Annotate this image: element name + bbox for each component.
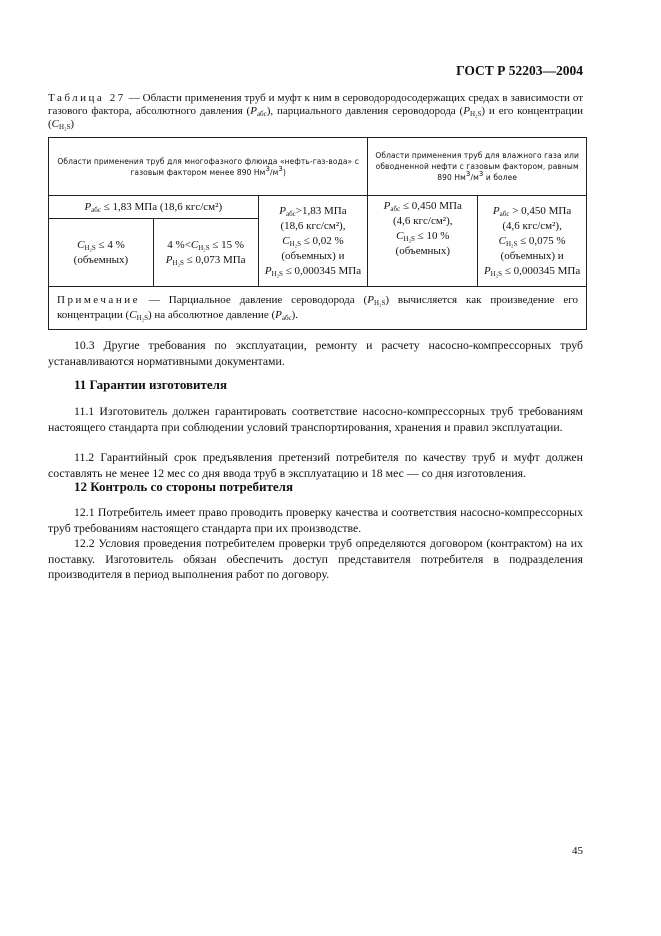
sub-h2s: H₂S	[505, 239, 518, 248]
sym-p: P	[165, 253, 173, 266]
c3-ob: (объемных) и	[281, 249, 345, 262]
cell-p-low	[49, 196, 259, 219]
col-head-right-text: Области применения труб для влажного газа или обводненной нефти с газовым фактором, равным 890 Нм	[375, 151, 579, 182]
c5-kgs: (4,6 кгс/см²),	[502, 219, 562, 232]
sub-h2s: H₂S	[490, 269, 503, 278]
sym-p: P	[275, 309, 282, 321]
sym-p: P	[264, 264, 272, 277]
c4-kgs: (4,6 кгс/см²),	[393, 215, 453, 227]
sub-h2s: H₂S	[373, 299, 386, 307]
sub-h2s: H₂S	[172, 258, 184, 267]
sup-3: 3	[478, 170, 484, 178]
note-b: ) вычисляется как произведение его концентрации (	[57, 294, 578, 321]
c4-p: ≤ 0,450 МПа	[400, 200, 462, 212]
sub-h2s: H₂S	[198, 243, 210, 252]
sup-3: 3	[265, 164, 270, 173]
sub-abs: абс	[281, 314, 292, 322]
sup-3: 3	[465, 170, 471, 178]
c5-ob: (объемных) и	[500, 249, 564, 262]
c1-tail: ≤ 4 %	[95, 238, 125, 251]
c3-kgs: (18,6 кгс/см²),	[280, 219, 346, 232]
sub-h2s: H₂S	[289, 239, 301, 248]
sub-h2s: H₂S	[271, 269, 283, 278]
table-caption: Таблица 27 — Области применения труб и муфт к ним в сероводородосодержащих средах в зависимости от газового фактора, абсолютного давления $(P_{абс})$, парциального давления сероводорода $(P_{H_2S})$ и его концентрации $(C_{H_2S})$	[48, 92, 584, 131]
sub-abs: абс	[91, 205, 101, 214]
sym-p: P	[367, 294, 374, 306]
sub-h2s: H₂S	[469, 110, 482, 118]
c1-under: (объемных)	[73, 253, 129, 266]
cell-c-low	[49, 219, 154, 287]
c3-p: >1,83 МПа	[295, 204, 347, 217]
sym-c: C	[498, 234, 506, 247]
c4-c: ≤ 10 %	[414, 230, 450, 242]
table-caption-end: ) и его концентрации (	[48, 105, 584, 130]
paragraph-12-2: 12.2 Условия проведения потребителем проверки труб определяются договором (контрактом) на их поставку. Изготовитель обязан обеспечить доступ представителя потребителя в подразделения производителя в период выполнения работ по договору.	[48, 536, 583, 581]
page-number: 45	[572, 845, 583, 857]
sym-p: P	[250, 105, 257, 117]
sym-p: P	[383, 200, 391, 212]
col-head-left-text: Области применения труб для многофазного флюида «нефть-газ-вода» с газовым фактором менее 890 Нм	[57, 156, 359, 177]
table-caption-text: — Области применения труб и муфт к ним в сероводородосодержащих средах в зависимости от газового фактора, абсолютного давления (	[48, 92, 584, 117]
sym-c: C	[51, 118, 60, 130]
sym-c: C	[396, 230, 404, 242]
cell-p-low-text: ≤ 1,83 МПа (18,6 кгс/см²)	[100, 200, 223, 213]
cell-wet-high	[478, 196, 587, 287]
cell-c-mid	[153, 219, 258, 287]
sub-abs: абс	[256, 110, 267, 118]
sub-h2s: H₂S	[136, 314, 148, 322]
paragraph-11-2: 11.2 Гарантийный срок предъявления претензий потребителя по качеству труб и муфт должен составлять не менее 12 мес со дня ввода труб в эксплуатацию и 18 мес — со дня изготовления.	[48, 450, 583, 480]
col-head-wet-gas: Области применения труб для влажного газа или обводненной нефти с газовым фактором, равным 890 $Нм^3/м^3$ и более	[368, 138, 587, 196]
sub-h2s: H₂S	[403, 235, 415, 243]
cell-wet-low	[368, 196, 478, 287]
c5-ph: ≤ 0,000345 МПа	[502, 264, 581, 277]
col-head-right-tail: и более	[483, 173, 518, 182]
paragraph-11-1: 11.1 Изготовитель должен гарантировать соответствие насосно-компрессорных труб требованиям настоящего стандарта при соблюдении условий транспортирования, хранения и правил эксплуатации.	[48, 404, 583, 434]
c2-p: ≤ 0,073 МПа	[183, 253, 246, 266]
paragraph-10-3: 10.3 Другие требования по эксплуатации, ремонту и расчету насосно-компрессорных труб устанавливаются нормативными документами.	[48, 338, 583, 368]
note-d: ).	[291, 309, 299, 321]
table-caption-lead: Таблица 27	[48, 92, 126, 104]
sym-p: P	[279, 204, 287, 217]
c5-c: ≤ 0,075 %	[517, 234, 566, 247]
document-header: ГОСТ Р 52203—2004	[456, 63, 583, 78]
sym-c: C	[190, 238, 199, 251]
sym-c: C	[282, 234, 290, 247]
sym-p: P	[492, 204, 500, 217]
sym-p: P	[84, 200, 92, 213]
sup-3: 3	[278, 164, 283, 173]
c2-b: ≤ 15 %	[209, 238, 245, 251]
col-head-multiphase: Области применения труб для многофазного флюида «нефть-газ-вода» с газовым фактором менее 890 $Нм^3/м^3$)	[49, 138, 368, 196]
sub-abs: абс	[390, 205, 401, 213]
sub-h2s: H₂S	[59, 123, 71, 131]
note-lead: Примечание	[57, 294, 140, 306]
c3-c: ≤ 0,02 %	[300, 234, 344, 247]
section-heading-12: 12 Контроль со стороны потребителя	[74, 479, 294, 494]
c5-p: > 0,450 МПа	[509, 204, 572, 217]
sym-c: C	[129, 309, 137, 321]
cell-p-high	[258, 196, 368, 287]
sym-p: P	[483, 264, 491, 277]
c4-ob: (объемных)	[395, 245, 450, 257]
sub-abs: абс	[286, 209, 296, 218]
note-c: ) на абсолютное давление (	[147, 309, 276, 321]
table-caption-mid: ), парциального давления сероводорода (	[266, 105, 464, 117]
sub-h2s: H₂S	[84, 243, 96, 252]
paragraph-12-1: 12.1 Потребитель имеет право проводить проверку качества и соответствия насосно-компрессорных труб требованиям настоящего стандарта при их производстве.	[48, 505, 583, 535]
c2-a: 4 %<	[167, 238, 191, 251]
sym-p: P	[463, 105, 470, 117]
c3-ph: ≤ 0,000345 МПа	[282, 264, 362, 277]
note-a: — Парциальное давление сероводорода (	[139, 294, 368, 306]
section-heading-11: 11 Гарантии изготовителя	[74, 377, 228, 392]
application-table	[48, 137, 587, 330]
sym-c: C	[77, 238, 85, 251]
table-note	[49, 287, 587, 330]
sub-abs: абс	[499, 209, 510, 218]
